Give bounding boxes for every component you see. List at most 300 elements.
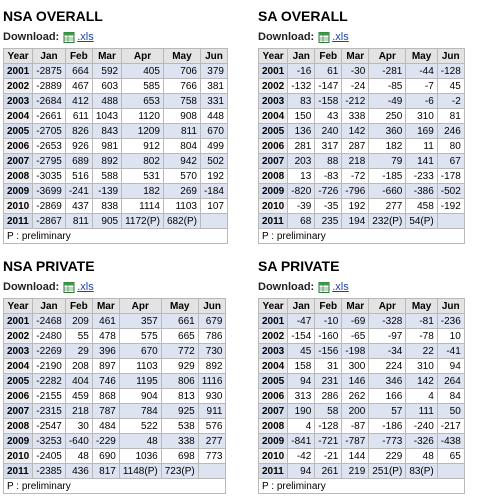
table-row bbox=[4, 184, 228, 199]
column-header: Feb bbox=[315, 299, 342, 314]
table-row bbox=[259, 464, 465, 479]
value-cell: -217 bbox=[437, 419, 464, 434]
table-footnote-row bbox=[4, 479, 226, 494]
value-cell: 310 bbox=[406, 109, 437, 124]
value-cell: 679 bbox=[198, 314, 226, 329]
value-cell: 826 bbox=[65, 124, 92, 139]
value-cell: 1043 bbox=[92, 109, 121, 124]
value-cell: -660 bbox=[369, 184, 406, 199]
table-row bbox=[4, 419, 226, 434]
value-cell: 912 bbox=[122, 139, 164, 154]
value-cell: 240 bbox=[315, 124, 342, 139]
table-row bbox=[4, 109, 228, 124]
year-cell: 2004 bbox=[259, 359, 288, 374]
value-cell: 54(P) bbox=[406, 214, 437, 229]
value-cell: -47 bbox=[288, 314, 315, 329]
value-cell: 436 bbox=[65, 464, 92, 479]
value-cell: 10 bbox=[437, 329, 464, 344]
table-row bbox=[259, 154, 465, 169]
column-header: Mar bbox=[92, 49, 121, 64]
value-cell: 396 bbox=[92, 344, 119, 359]
value-cell: 811 bbox=[65, 214, 92, 229]
value-cell: -3699 bbox=[33, 184, 66, 199]
value-cell: 203 bbox=[288, 154, 315, 169]
excel-file-icon[interactable] bbox=[63, 282, 75, 293]
value-cell: 661 bbox=[161, 314, 198, 329]
value-cell: 338 bbox=[342, 109, 369, 124]
value-cell: 48 bbox=[406, 449, 437, 464]
value-cell: -158 bbox=[315, 94, 342, 109]
value-cell: 182 bbox=[122, 184, 164, 199]
value-cell: 531 bbox=[122, 169, 164, 184]
value-cell: 22 bbox=[406, 344, 437, 359]
value-cell: 522 bbox=[119, 419, 161, 434]
value-cell: -39 bbox=[288, 199, 315, 214]
value-cell: 448 bbox=[200, 109, 227, 124]
value-cell: -236 bbox=[437, 314, 464, 329]
value-cell: -328 bbox=[369, 314, 406, 329]
value-cell bbox=[437, 464, 464, 479]
table-row bbox=[259, 64, 465, 79]
value-cell: 802 bbox=[122, 154, 164, 169]
value-cell: 437 bbox=[65, 199, 92, 214]
year-cell: 2008 bbox=[259, 419, 288, 434]
value-cell: -69 bbox=[342, 314, 369, 329]
table-row bbox=[259, 79, 465, 94]
value-cell: -2875 bbox=[33, 64, 66, 79]
year-cell: 2004 bbox=[4, 109, 33, 124]
value-cell: -2889 bbox=[33, 79, 66, 94]
year-cell: 2001 bbox=[4, 64, 33, 79]
column-header: Mar bbox=[92, 299, 119, 314]
download-row bbox=[3, 30, 228, 44]
preliminary-note: P : preliminary bbox=[4, 229, 228, 244]
value-cell: 1116 bbox=[198, 374, 226, 389]
value-cell: 277 bbox=[369, 199, 406, 214]
value-cell: -192 bbox=[437, 199, 464, 214]
value-cell: 538 bbox=[161, 419, 198, 434]
year-cell: 2005 bbox=[259, 124, 288, 139]
value-cell: -2190 bbox=[33, 359, 66, 374]
value-cell: -147 bbox=[315, 79, 342, 94]
value-cell: 592 bbox=[92, 64, 121, 79]
data-table bbox=[258, 298, 465, 494]
year-cell: 2011 bbox=[259, 464, 288, 479]
column-header: Feb bbox=[65, 299, 92, 314]
value-cell: 804 bbox=[163, 139, 200, 154]
value-cell: 458 bbox=[406, 199, 437, 214]
value-cell: 48 bbox=[65, 449, 92, 464]
download-label: Download: bbox=[258, 281, 315, 293]
value-cell: 766 bbox=[163, 79, 200, 94]
value-cell: -78 bbox=[406, 329, 437, 344]
table-row bbox=[4, 374, 226, 389]
table-row bbox=[4, 464, 226, 479]
column-header: Mar bbox=[342, 49, 369, 64]
value-cell: -721 bbox=[315, 434, 342, 449]
year-cell: 2010 bbox=[4, 199, 33, 214]
year-cell: 2005 bbox=[4, 374, 33, 389]
panel-nsa-private bbox=[3, 258, 226, 494]
table-header-row bbox=[4, 49, 228, 64]
value-cell: 813 bbox=[161, 389, 198, 404]
value-cell: 83 bbox=[288, 94, 315, 109]
value-cell: -2269 bbox=[33, 344, 66, 359]
value-cell: 317 bbox=[315, 139, 342, 154]
value-cell: 94 bbox=[288, 464, 315, 479]
value-cell: 190 bbox=[288, 404, 315, 419]
value-cell: 346 bbox=[369, 374, 406, 389]
table-row bbox=[4, 389, 226, 404]
value-cell: 405 bbox=[122, 64, 164, 79]
value-cell: -640 bbox=[65, 434, 92, 449]
value-cell: -841 bbox=[288, 434, 315, 449]
year-cell: 2003 bbox=[4, 344, 33, 359]
value-cell: -6 bbox=[406, 94, 437, 109]
year-cell: 2008 bbox=[259, 169, 288, 184]
value-cell: 338 bbox=[161, 434, 198, 449]
value-cell: 286 bbox=[315, 389, 342, 404]
value-cell: 250 bbox=[369, 109, 406, 124]
panel-sa-private bbox=[258, 258, 465, 494]
value-cell: 897 bbox=[92, 359, 119, 374]
table-row bbox=[4, 139, 228, 154]
value-cell: -2155 bbox=[33, 389, 66, 404]
year-cell: 2007 bbox=[259, 154, 288, 169]
value-cell: -233 bbox=[406, 169, 437, 184]
value-cell: 277 bbox=[198, 434, 226, 449]
value-cell: 664 bbox=[65, 64, 92, 79]
table-row bbox=[4, 329, 226, 344]
value-cell bbox=[200, 214, 227, 229]
value-cell: -16 bbox=[288, 64, 315, 79]
table-row bbox=[259, 214, 465, 229]
value-cell: 585 bbox=[122, 79, 164, 94]
table-row bbox=[259, 139, 465, 154]
value-cell: 784 bbox=[119, 404, 161, 419]
value-cell: 136 bbox=[288, 124, 315, 139]
value-cell: -820 bbox=[288, 184, 315, 199]
value-cell: 81 bbox=[437, 109, 464, 124]
value-cell: 4 bbox=[288, 419, 315, 434]
value-cell: 1036 bbox=[119, 449, 161, 464]
value-cell: -796 bbox=[342, 184, 369, 199]
value-cell: -184 bbox=[200, 184, 227, 199]
value-cell: 79 bbox=[369, 154, 406, 169]
value-cell: -281 bbox=[369, 64, 406, 79]
value-cell: 381 bbox=[200, 79, 227, 94]
value-cell: 787 bbox=[92, 404, 119, 419]
value-cell: -2282 bbox=[33, 374, 66, 389]
value-cell: 575 bbox=[119, 329, 161, 344]
value-cell: 68 bbox=[288, 214, 315, 229]
value-cell: -2315 bbox=[33, 404, 66, 419]
value-cell: -185 bbox=[369, 169, 406, 184]
value-cell: 1103 bbox=[119, 359, 161, 374]
data-table bbox=[3, 298, 226, 494]
year-cell: 2004 bbox=[4, 359, 33, 374]
value-cell: 158 bbox=[288, 359, 315, 374]
year-cell: 2011 bbox=[259, 214, 288, 229]
table-footnote-row bbox=[259, 229, 465, 244]
value-cell: 235 bbox=[315, 214, 342, 229]
table-row bbox=[4, 314, 226, 329]
column-header: May bbox=[406, 299, 437, 314]
value-cell: -2 bbox=[437, 94, 464, 109]
value-cell: -2867 bbox=[33, 214, 66, 229]
download-row bbox=[258, 280, 465, 294]
value-cell: -2661 bbox=[33, 109, 66, 124]
value-cell: 892 bbox=[92, 154, 121, 169]
table-row bbox=[259, 344, 465, 359]
value-cell: -2547 bbox=[33, 419, 66, 434]
value-cell: 200 bbox=[342, 404, 369, 419]
table-row bbox=[4, 214, 228, 229]
value-cell: 488 bbox=[92, 94, 121, 109]
table-footnote-row bbox=[4, 229, 228, 244]
value-cell: 144 bbox=[342, 449, 369, 464]
table-row bbox=[4, 434, 226, 449]
year-cell: 2007 bbox=[259, 404, 288, 419]
value-cell: 576 bbox=[198, 419, 226, 434]
value-cell: 461 bbox=[92, 314, 119, 329]
value-cell: 94 bbox=[288, 374, 315, 389]
year-cell: 2006 bbox=[259, 389, 288, 404]
value-cell: 262 bbox=[342, 389, 369, 404]
value-cell: 48 bbox=[119, 434, 161, 449]
value-cell: 360 bbox=[369, 124, 406, 139]
value-cell: -2705 bbox=[33, 124, 66, 139]
excel-file-icon[interactable] bbox=[63, 32, 75, 43]
value-cell: 50 bbox=[437, 404, 464, 419]
table-row bbox=[4, 449, 226, 464]
value-cell: -65 bbox=[342, 329, 369, 344]
panel-nsa-overall bbox=[3, 8, 228, 244]
value-cell: 868 bbox=[92, 389, 119, 404]
year-cell: 2010 bbox=[259, 199, 288, 214]
value-cell: -7 bbox=[406, 79, 437, 94]
column-header: Apr bbox=[119, 299, 161, 314]
value-cell: 111 bbox=[406, 404, 437, 419]
value-cell: 772 bbox=[161, 344, 198, 359]
value-cell: -21 bbox=[315, 449, 342, 464]
download-row bbox=[3, 280, 226, 294]
value-cell: 331 bbox=[200, 94, 227, 109]
value-cell: -726 bbox=[315, 184, 342, 199]
year-cell: 2005 bbox=[259, 374, 288, 389]
value-cell: 929 bbox=[161, 359, 198, 374]
value-cell: -2795 bbox=[33, 154, 66, 169]
value-cell: -198 bbox=[342, 344, 369, 359]
value-cell: -154 bbox=[288, 329, 315, 344]
column-header: Jun bbox=[200, 49, 227, 64]
value-cell: 194 bbox=[342, 214, 369, 229]
table-row bbox=[259, 329, 465, 344]
value-cell: -34 bbox=[369, 344, 406, 359]
value-cell: 723(P) bbox=[161, 464, 198, 479]
excel-file-icon[interactable] bbox=[318, 282, 330, 293]
value-cell: 43 bbox=[315, 109, 342, 124]
column-header: May bbox=[406, 49, 437, 64]
value-cell: 142 bbox=[342, 124, 369, 139]
value-cell: -132 bbox=[288, 79, 315, 94]
value-cell: 516 bbox=[65, 169, 92, 184]
year-cell: 2001 bbox=[259, 314, 288, 329]
value-cell: 1209 bbox=[122, 124, 164, 139]
value-cell: 4 bbox=[406, 389, 437, 404]
column-header: May bbox=[161, 299, 198, 314]
value-cell: -438 bbox=[437, 434, 464, 449]
xls-download-link[interactable]: .xls bbox=[332, 31, 349, 43]
value-cell: 166 bbox=[369, 389, 406, 404]
value-cell: 141 bbox=[406, 154, 437, 169]
value-cell: 45 bbox=[437, 79, 464, 94]
value-cell: 603 bbox=[92, 79, 121, 94]
value-cell: -85 bbox=[369, 79, 406, 94]
year-cell: 2005 bbox=[4, 124, 33, 139]
value-cell: 88 bbox=[315, 154, 342, 169]
xls-download-link[interactable]: .xls bbox=[332, 281, 349, 293]
table-row bbox=[4, 404, 226, 419]
column-header: Feb bbox=[65, 49, 92, 64]
value-cell: 169 bbox=[406, 124, 437, 139]
value-cell: -386 bbox=[406, 184, 437, 199]
value-cell: 670 bbox=[200, 124, 227, 139]
value-cell: 55 bbox=[65, 329, 92, 344]
xls-download-link[interactable]: .xls bbox=[77, 281, 94, 293]
value-cell: -241 bbox=[65, 184, 92, 199]
value-cell: -2385 bbox=[33, 464, 66, 479]
column-header: Year bbox=[259, 49, 288, 64]
download-label: Download: bbox=[3, 281, 60, 293]
value-cell: 229 bbox=[369, 449, 406, 464]
xls-download-link[interactable]: .xls bbox=[77, 31, 94, 43]
panel-sa-overall bbox=[258, 8, 465, 244]
value-cell: -41 bbox=[437, 344, 464, 359]
column-header: Feb bbox=[315, 49, 342, 64]
year-cell: 2002 bbox=[4, 329, 33, 344]
column-header: Year bbox=[4, 299, 33, 314]
year-cell: 2006 bbox=[4, 389, 33, 404]
value-cell: 690 bbox=[92, 449, 119, 464]
value-cell: 192 bbox=[200, 169, 227, 184]
table-row bbox=[259, 404, 465, 419]
value-cell: 11 bbox=[406, 139, 437, 154]
download-label: Download: bbox=[258, 31, 315, 43]
value-cell: -30 bbox=[342, 64, 369, 79]
value-cell: 478 bbox=[92, 329, 119, 344]
value-cell: -87 bbox=[342, 419, 369, 434]
table-row bbox=[259, 94, 465, 109]
panel-title: NSA OVERALL bbox=[3, 8, 103, 24]
value-cell: 218 bbox=[342, 154, 369, 169]
year-cell: 2001 bbox=[259, 64, 288, 79]
table-row bbox=[259, 184, 465, 199]
year-cell: 2003 bbox=[259, 344, 288, 359]
table-row bbox=[4, 344, 226, 359]
table-row bbox=[259, 199, 465, 214]
value-cell: -10 bbox=[315, 314, 342, 329]
value-cell: -24 bbox=[342, 79, 369, 94]
value-cell: -229 bbox=[92, 434, 119, 449]
value-cell: -156 bbox=[315, 344, 342, 359]
value-cell bbox=[437, 214, 464, 229]
year-cell: 2003 bbox=[259, 94, 288, 109]
year-cell: 2006 bbox=[4, 139, 33, 154]
value-cell: 786 bbox=[198, 329, 226, 344]
column-header: May bbox=[163, 49, 200, 64]
table-row bbox=[4, 64, 228, 79]
value-cell: 313 bbox=[288, 389, 315, 404]
value-cell: -72 bbox=[342, 169, 369, 184]
value-cell: 670 bbox=[119, 344, 161, 359]
value-cell: 925 bbox=[161, 404, 198, 419]
column-header: Jan bbox=[33, 49, 66, 64]
excel-file-icon[interactable] bbox=[318, 32, 330, 43]
year-cell: 2004 bbox=[259, 109, 288, 124]
value-cell: 843 bbox=[92, 124, 121, 139]
value-cell: 806 bbox=[161, 374, 198, 389]
value-cell: 773 bbox=[198, 449, 226, 464]
value-cell: 224 bbox=[369, 359, 406, 374]
value-cell bbox=[198, 464, 226, 479]
table-footnote-row bbox=[259, 479, 465, 494]
value-cell: 209 bbox=[65, 314, 92, 329]
value-cell: 80 bbox=[437, 139, 464, 154]
table-row bbox=[4, 359, 226, 374]
value-cell: 930 bbox=[198, 389, 226, 404]
value-cell: 499 bbox=[200, 139, 227, 154]
year-cell: 2007 bbox=[4, 404, 33, 419]
column-header: Jun bbox=[198, 299, 226, 314]
value-cell: -139 bbox=[92, 184, 121, 199]
value-cell: -128 bbox=[437, 64, 464, 79]
table-row bbox=[259, 449, 465, 464]
value-cell: 287 bbox=[342, 139, 369, 154]
value-cell: 730 bbox=[198, 344, 226, 359]
value-cell: 942 bbox=[163, 154, 200, 169]
value-cell: 1195 bbox=[119, 374, 161, 389]
value-cell: 94 bbox=[437, 359, 464, 374]
value-cell: -35 bbox=[315, 199, 342, 214]
preliminary-note: P : preliminary bbox=[259, 479, 465, 494]
value-cell: -502 bbox=[437, 184, 464, 199]
value-cell: 588 bbox=[92, 169, 121, 184]
year-cell: 2006 bbox=[259, 139, 288, 154]
value-cell: -326 bbox=[406, 434, 437, 449]
panel-title: SA OVERALL bbox=[258, 8, 348, 24]
panel-title: SA PRIVATE bbox=[258, 258, 340, 274]
table-header-row bbox=[259, 49, 465, 64]
value-cell: 653 bbox=[122, 94, 164, 109]
column-header: Year bbox=[4, 49, 33, 64]
year-cell: 2010 bbox=[259, 449, 288, 464]
year-cell: 2009 bbox=[4, 434, 33, 449]
value-cell: 459 bbox=[65, 389, 92, 404]
value-cell: 13 bbox=[288, 169, 315, 184]
value-cell: -186 bbox=[369, 419, 406, 434]
table-row bbox=[259, 434, 465, 449]
value-cell: -2869 bbox=[33, 199, 66, 214]
value-cell: 30 bbox=[65, 419, 92, 434]
value-cell: -81 bbox=[406, 314, 437, 329]
value-cell: 65 bbox=[437, 449, 464, 464]
year-cell: 2011 bbox=[4, 464, 33, 479]
value-cell: -787 bbox=[342, 434, 369, 449]
column-header: Jan bbox=[33, 299, 66, 314]
value-cell: 908 bbox=[163, 109, 200, 124]
column-header: Jun bbox=[437, 299, 464, 314]
